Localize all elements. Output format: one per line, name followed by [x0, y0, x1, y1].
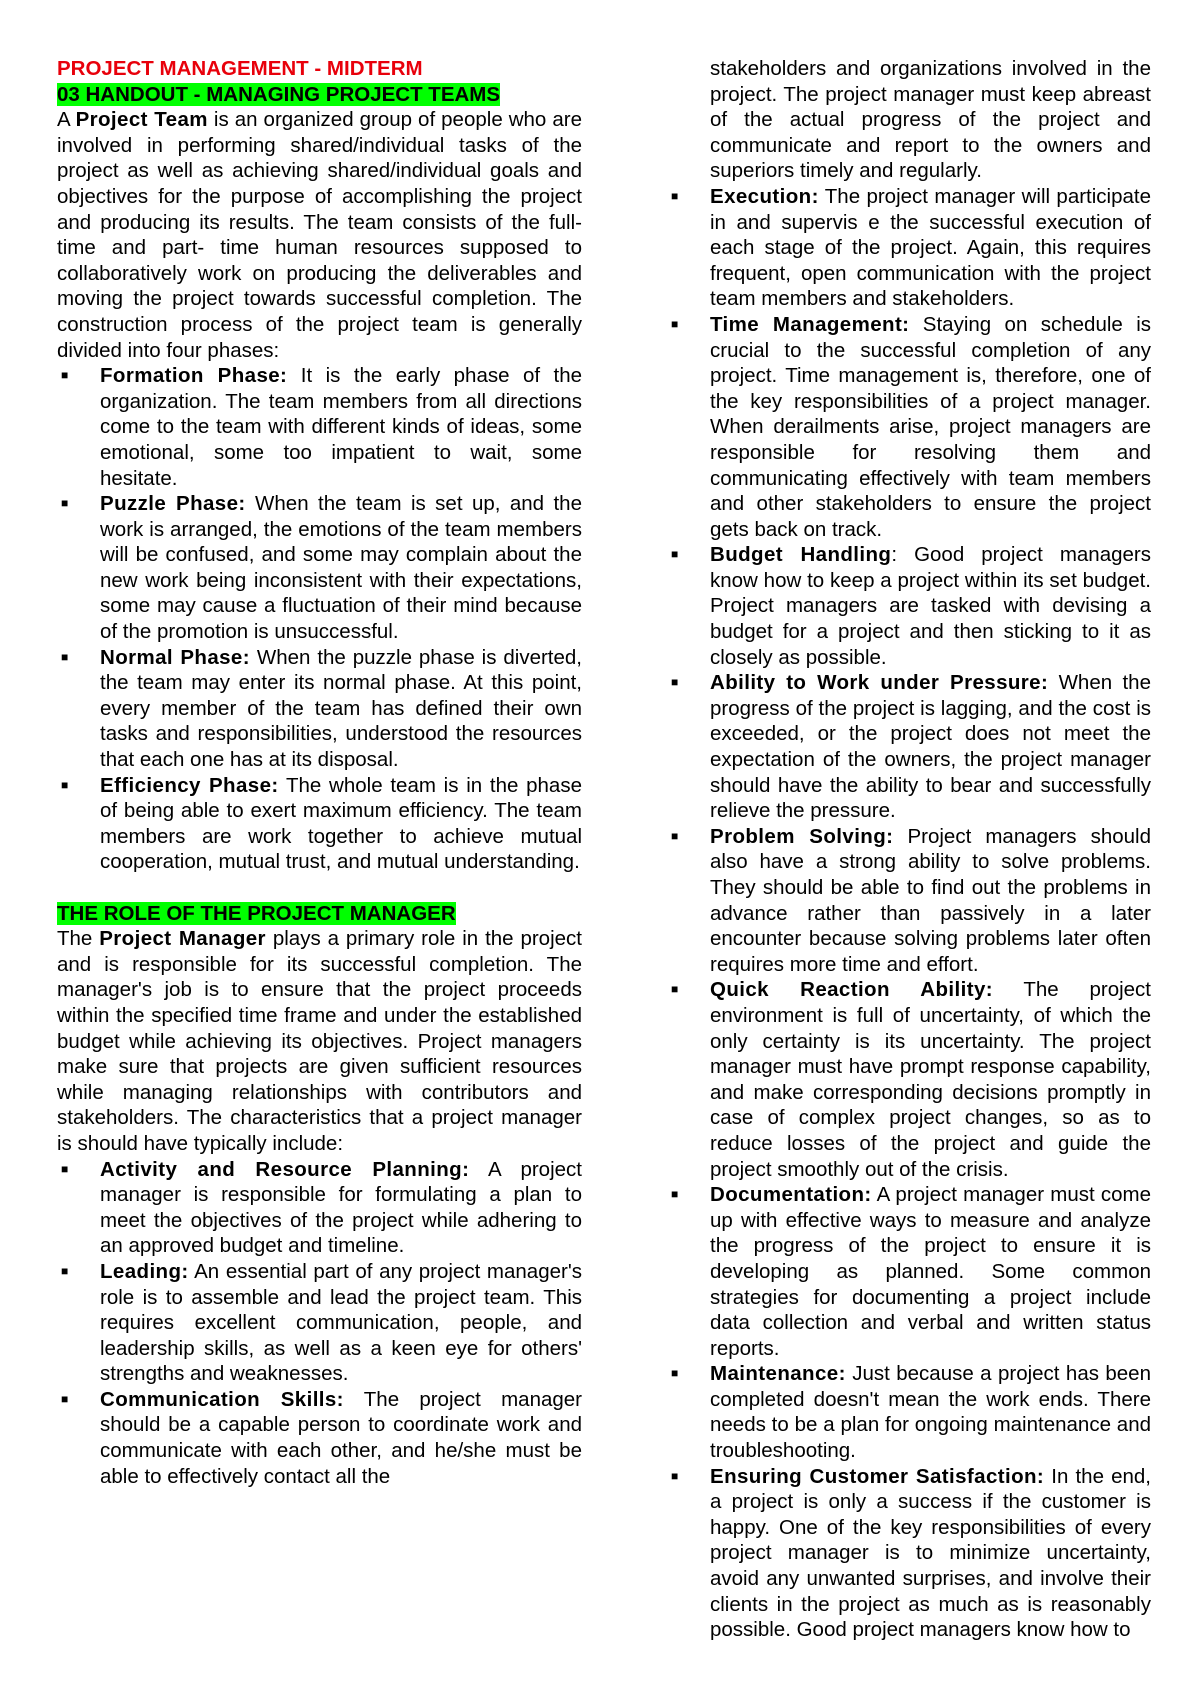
phase-item-formation [57, 363, 582, 491]
bullet-square-icon: ■ [61, 777, 69, 792]
characteristic-item [667, 1361, 1151, 1463]
bullet-square-icon: ■ [61, 1391, 69, 1406]
continued-item-text [667, 56, 1151, 184]
phase-text: The whole team is in the phase of being able to exert maximum efficiency. The team members are work together to achieve mutual cooperation, mutual trust, and mutual understanding. [100, 773, 582, 874]
characteristic-term: Maintenance: [710, 1362, 846, 1386]
phase-term: Puzzle Phase: [100, 492, 246, 516]
section-spacer [57, 875, 582, 901]
bullet-square-icon: ■ [671, 675, 679, 690]
bullet-square-icon: ■ [671, 1468, 679, 1483]
phase-term: Efficiency Phase: [100, 773, 279, 797]
characteristic-text: A project manager must come up with effective ways to measure and analyze the progress of the project to ensure it is developing as planned. Some common strategies for documenting a project include data collection and verbal and written status reports. [710, 1183, 1151, 1360]
bullet-square-icon: ■ [671, 188, 679, 203]
manager-section-heading [57, 901, 582, 927]
team-intro-body: is an organized group of people who are involved in performing shared/individual tasks of the project as well as achieving shared/individual goals and objectives for the purpose of accomplishing the project and producing its results. The team consists of the full-time and part- time human resources supposed to collaboratively work on producing the deliverables and moving the project towards successful completion. The construction process of the project team is generally divided into four phases: [57, 108, 582, 362]
bullet-square-icon: ■ [61, 1161, 69, 1176]
phase-text: It is the early phase of the organization. The team members from all directions come to the team with different kinds of ideas, some emotional, some too impatient to wait, some hesitate. [100, 364, 582, 490]
bullet-square-icon: ■ [671, 1366, 679, 1381]
characteristic-item [667, 542, 1151, 670]
manager-intro-term: Project Manager [99, 927, 266, 951]
handout-title-highlight: 03 HANDOUT - MANAGING PROJECT TEAMS [57, 82, 501, 106]
characteristic-term: Activity and Resource Planning: [100, 1157, 470, 1181]
characteristic-item [667, 1182, 1151, 1361]
characteristic-term: Execution: [710, 184, 819, 208]
characteristic-text: Just because a project has been completed doesn't mean the work ends. There needs to be a plan for ongoing maintenance and troubleshooting. [710, 1362, 1151, 1463]
characteristic-item [667, 1464, 1151, 1643]
phase-text: When the team is set up, and the work is arranged, the emotions of the team members will be confused, and some may complain about the new work being inconsistent with their expectations, some may cause a fluctuation of their mind because of the promotion is unsuccessful. [100, 492, 582, 644]
characteristic-term: Ensuring Customer Satisfaction: [710, 1464, 1045, 1488]
phase-item-efficiency [57, 773, 582, 875]
bullet-square-icon: ■ [671, 316, 679, 331]
characteristic-item [57, 1157, 582, 1259]
bullet-square-icon: ■ [61, 649, 69, 664]
characteristic-text: Staying on schedule is crucial to the successful completion of any project. Time management is, therefore, one of the key responsibilities of a project manager. When derailments arise, project managers are responsible for resolving them and communicating effectively with team members and other stakeholders to ensure the project gets back on track. [710, 312, 1152, 541]
phase-item-puzzle [57, 491, 582, 645]
characteristic-item [667, 824, 1151, 978]
handout-title [57, 82, 582, 108]
bullet-square-icon: ■ [671, 547, 679, 562]
characteristic-item [57, 1259, 582, 1387]
left-column [57, 56, 582, 1489]
characteristic-term: Budget Handling [710, 543, 892, 567]
characteristic-text: The project manager should be a capable person to coordinate work and communicate with each other, and he/she must be able to effectively contact all the [100, 1387, 582, 1488]
manager-intro-pre: The [57, 927, 100, 951]
characteristic-text: A project manager is responsible for formulating a plan to meet the objectives of the project while adhering to an approved budget and timeline. [100, 1157, 582, 1258]
bullet-square-icon: ■ [61, 368, 69, 383]
characteristic-text: An essential part of any project manager's role is to assemble and lead the project team. This requires excellent communication, people, and leadership skills, as well as a keen eye for others' strengths and weaknesses. [100, 1259, 582, 1386]
characteristic-term: Ability to Work under Pressure: [710, 671, 1049, 695]
characteristic-text: When the progress of the project is lagging, and the cost is exceeded, or the project does not meet the expectation of the owners, the project manager should have the ability to bear and successfully relieve the pressure. [710, 671, 1151, 823]
characteristic-text: The project manager will participate in and supervis e the successful execution of each stage of the project. Again, this requires frequent, open communication with the project team members and stakeholders. [710, 184, 1151, 311]
manager-heading-highlight: THE ROLE OF THE PROJECT MANAGER [57, 901, 456, 925]
bullet-square-icon: ■ [671, 828, 679, 843]
characteristic-item [667, 312, 1151, 542]
phase-term: Normal Phase: [100, 645, 250, 669]
team-intro-pre: A [57, 108, 76, 132]
characteristic-term: Communication Skills: [100, 1387, 344, 1411]
characteristics-list-right [667, 56, 1151, 1643]
characteristic-term: Problem Solving: [710, 824, 894, 848]
characteristic-text: : Good project managers know how to keep a project within its set budget. Project managers are tasked with devising a budget for a project and then sticking to it as closely as possible. [710, 543, 1151, 669]
characteristic-term: Quick Reaction Ability: [710, 978, 993, 1002]
team-intro-term: Project Team [75, 108, 208, 132]
characteristic-item [57, 1387, 582, 1489]
characteristic-item [667, 977, 1151, 1182]
manager-intro-body: plays a primary role in the project and is responsible for its successful completion. The manager's job is to ensure that the project proceeds within the specified time frame and under the established budget while achieving its objectives. Project managers make sure that projects are given sufficient resources while managing relationships with contributors and stakeholders. The characteristics that a project manager is should have typically include: [57, 927, 582, 1155]
characteristic-item [667, 670, 1151, 824]
characteristic-term: Leading: [100, 1259, 189, 1283]
phase-list [57, 363, 582, 875]
manager-intro-paragraph [57, 926, 582, 1156]
phase-term: Formation Phase: [100, 364, 288, 388]
team-intro-paragraph [57, 107, 582, 363]
right-column [667, 56, 1151, 1643]
characteristic-text: Project managers should also have a strong ability to solve problems. They should be able to find out the problems in advance rather than passively in a later encounter because solving problems later often requires more time and effort. [710, 824, 1151, 976]
course-title: PROJECT MANAGEMENT - MIDTERM [57, 57, 423, 80]
bullet-square-icon: ■ [61, 1263, 69, 1278]
characteristic-text: In the end, a project is only a success if the customer is happy. One of the key responsibilities of every project manager is to minimize uncertainty, avoid any unwanted surprises, and involve their clients in the project as much as is reasonably possible. Good project managers know how to [710, 1464, 1151, 1642]
characteristic-item [667, 184, 1151, 312]
phase-text: When the puzzle phase is diverted, the team may enter its normal phase. At this point, every member of the team has defined their own tasks and responsibilities, understood the resources that each one has at its disposal. [100, 645, 582, 772]
phase-item-normal [57, 645, 582, 773]
bullet-square-icon: ■ [671, 982, 679, 997]
characteristic-text: The project environment is full of uncertainty, of which the only certainty is its uncertainty. The project manager must have prompt response capability, and make corresponding decisions promptly in case of complex project changes, so as to reduce losses of the project and guide the project smoothly out of the crisis. [710, 978, 1151, 1181]
characteristic-term: Time Management: [710, 312, 910, 336]
characteristic-term: Documentation: [710, 1183, 872, 1207]
bullet-square-icon: ■ [671, 1187, 679, 1202]
bullet-square-icon: ■ [61, 496, 69, 511]
continuation-text: stakeholders and organizations involved in the project. The project manager must keep abreast of the actual progress of the project and communicate and report to the owners and superiors timely and regularly. [710, 57, 1151, 183]
characteristics-list-left [57, 1157, 582, 1490]
